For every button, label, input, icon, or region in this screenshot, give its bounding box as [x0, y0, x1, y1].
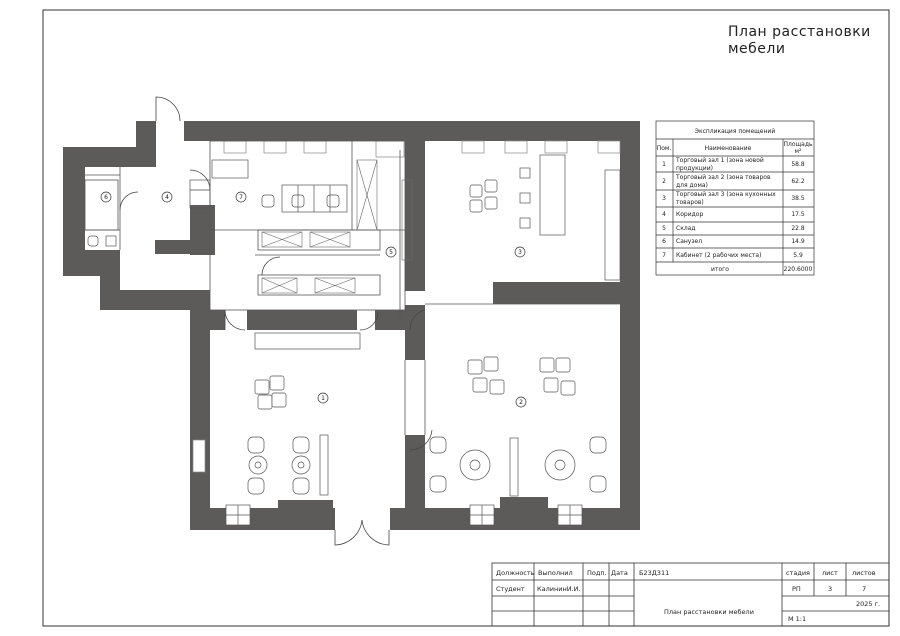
row-3-area: 38.5	[791, 195, 805, 202]
row-7-area: 5.9	[793, 252, 803, 259]
explication-header-area: Площадь	[783, 141, 813, 148]
stamp-code: Б23Д311	[639, 569, 670, 577]
row-2-name-line-1: Торговый зал 2 (зона товаров	[676, 174, 771, 181]
room-mark-6: 6	[104, 194, 108, 201]
stamp-scale: М 1:1	[788, 615, 807, 623]
row-3-num: 3	[662, 195, 666, 202]
room-mark-5: 5	[389, 249, 393, 256]
stamp-signature-header: Подп.	[587, 569, 607, 577]
row-3-name-line-1: Торговый зал 3 (зона кухонных	[676, 191, 776, 198]
stamp-date-header: Дата	[611, 569, 628, 577]
row-4-area: 17.5	[791, 211, 805, 218]
floor-plan	[63, 97, 640, 545]
row-6-num: 6	[662, 238, 666, 245]
row-6-area: 14.9	[791, 238, 805, 245]
row-5-num: 5	[662, 225, 666, 232]
stamp-stage-header: стадия	[786, 569, 810, 577]
office-furniture	[190, 160, 347, 212]
room-mark-3: 3	[518, 249, 522, 256]
row-2-name-line-2: для дома)	[676, 182, 708, 189]
sheet-title	[728, 24, 871, 58]
explication-header-name: Наименование	[704, 145, 752, 152]
stamp-executor-header: Выполнил	[538, 569, 573, 577]
explication-header-area-unit: м²	[794, 148, 802, 155]
room-mark-7: 7	[239, 194, 243, 201]
total-label: итого	[711, 266, 729, 273]
stamp-drawing-name: План расстановки мебели	[664, 608, 754, 616]
stamp-sheets-header: листов	[852, 569, 876, 577]
room-mark-1: 1	[321, 395, 325, 402]
stamp-stage: РП	[792, 585, 801, 593]
row-4-name: Коридор	[676, 211, 704, 218]
stamp-sheets: 7	[862, 585, 867, 593]
stamp-role-header: Должность	[496, 569, 535, 577]
row-7-num: 7	[662, 252, 666, 259]
stamp-role: Студент	[496, 585, 525, 593]
row-5-name: Склад	[676, 225, 696, 232]
row-2-num: 2	[662, 178, 666, 185]
row-7-name: Кабинет (2 рабочих места)	[676, 252, 762, 259]
stamp-year: 2025 г.	[856, 600, 881, 608]
row-3-name-line-2: товаров)	[676, 199, 704, 206]
stamp-sheet: 3	[828, 585, 833, 593]
row-6-name: Санузел	[676, 238, 703, 245]
row-2-area: 62.2	[791, 178, 805, 185]
row-1-num: 1	[662, 161, 666, 168]
bathroom-fixtures	[88, 236, 116, 246]
row-4-num: 4	[662, 211, 666, 218]
explication-header-num: Пом.	[656, 145, 672, 152]
row-1-name-line-1: Торговый зал 1 (зона новой	[676, 157, 764, 164]
row-1-area: 58.8	[791, 161, 805, 168]
room-mark-4: 4	[165, 194, 169, 201]
row-5-area: 22.8	[791, 225, 805, 232]
sheet-frame	[43, 10, 889, 626]
sheet-title-line-2: мебели	[728, 41, 786, 57]
row-1-name-line-2: продукции)	[676, 165, 713, 172]
hall-3-furniture	[470, 155, 620, 280]
explication-caption: Экспликация помещений	[694, 128, 776, 135]
hall-1-furniture	[226, 333, 360, 525]
room-mark-2: 2	[519, 399, 523, 406]
stamp-sheet-header: лист	[822, 569, 838, 577]
sheet-title-line-1: План расстановки	[728, 24, 871, 40]
storage-shelves	[262, 160, 412, 293]
total-value: 220.6000	[783, 266, 813, 273]
stamp-executor: КалининИ.И.	[537, 585, 581, 593]
